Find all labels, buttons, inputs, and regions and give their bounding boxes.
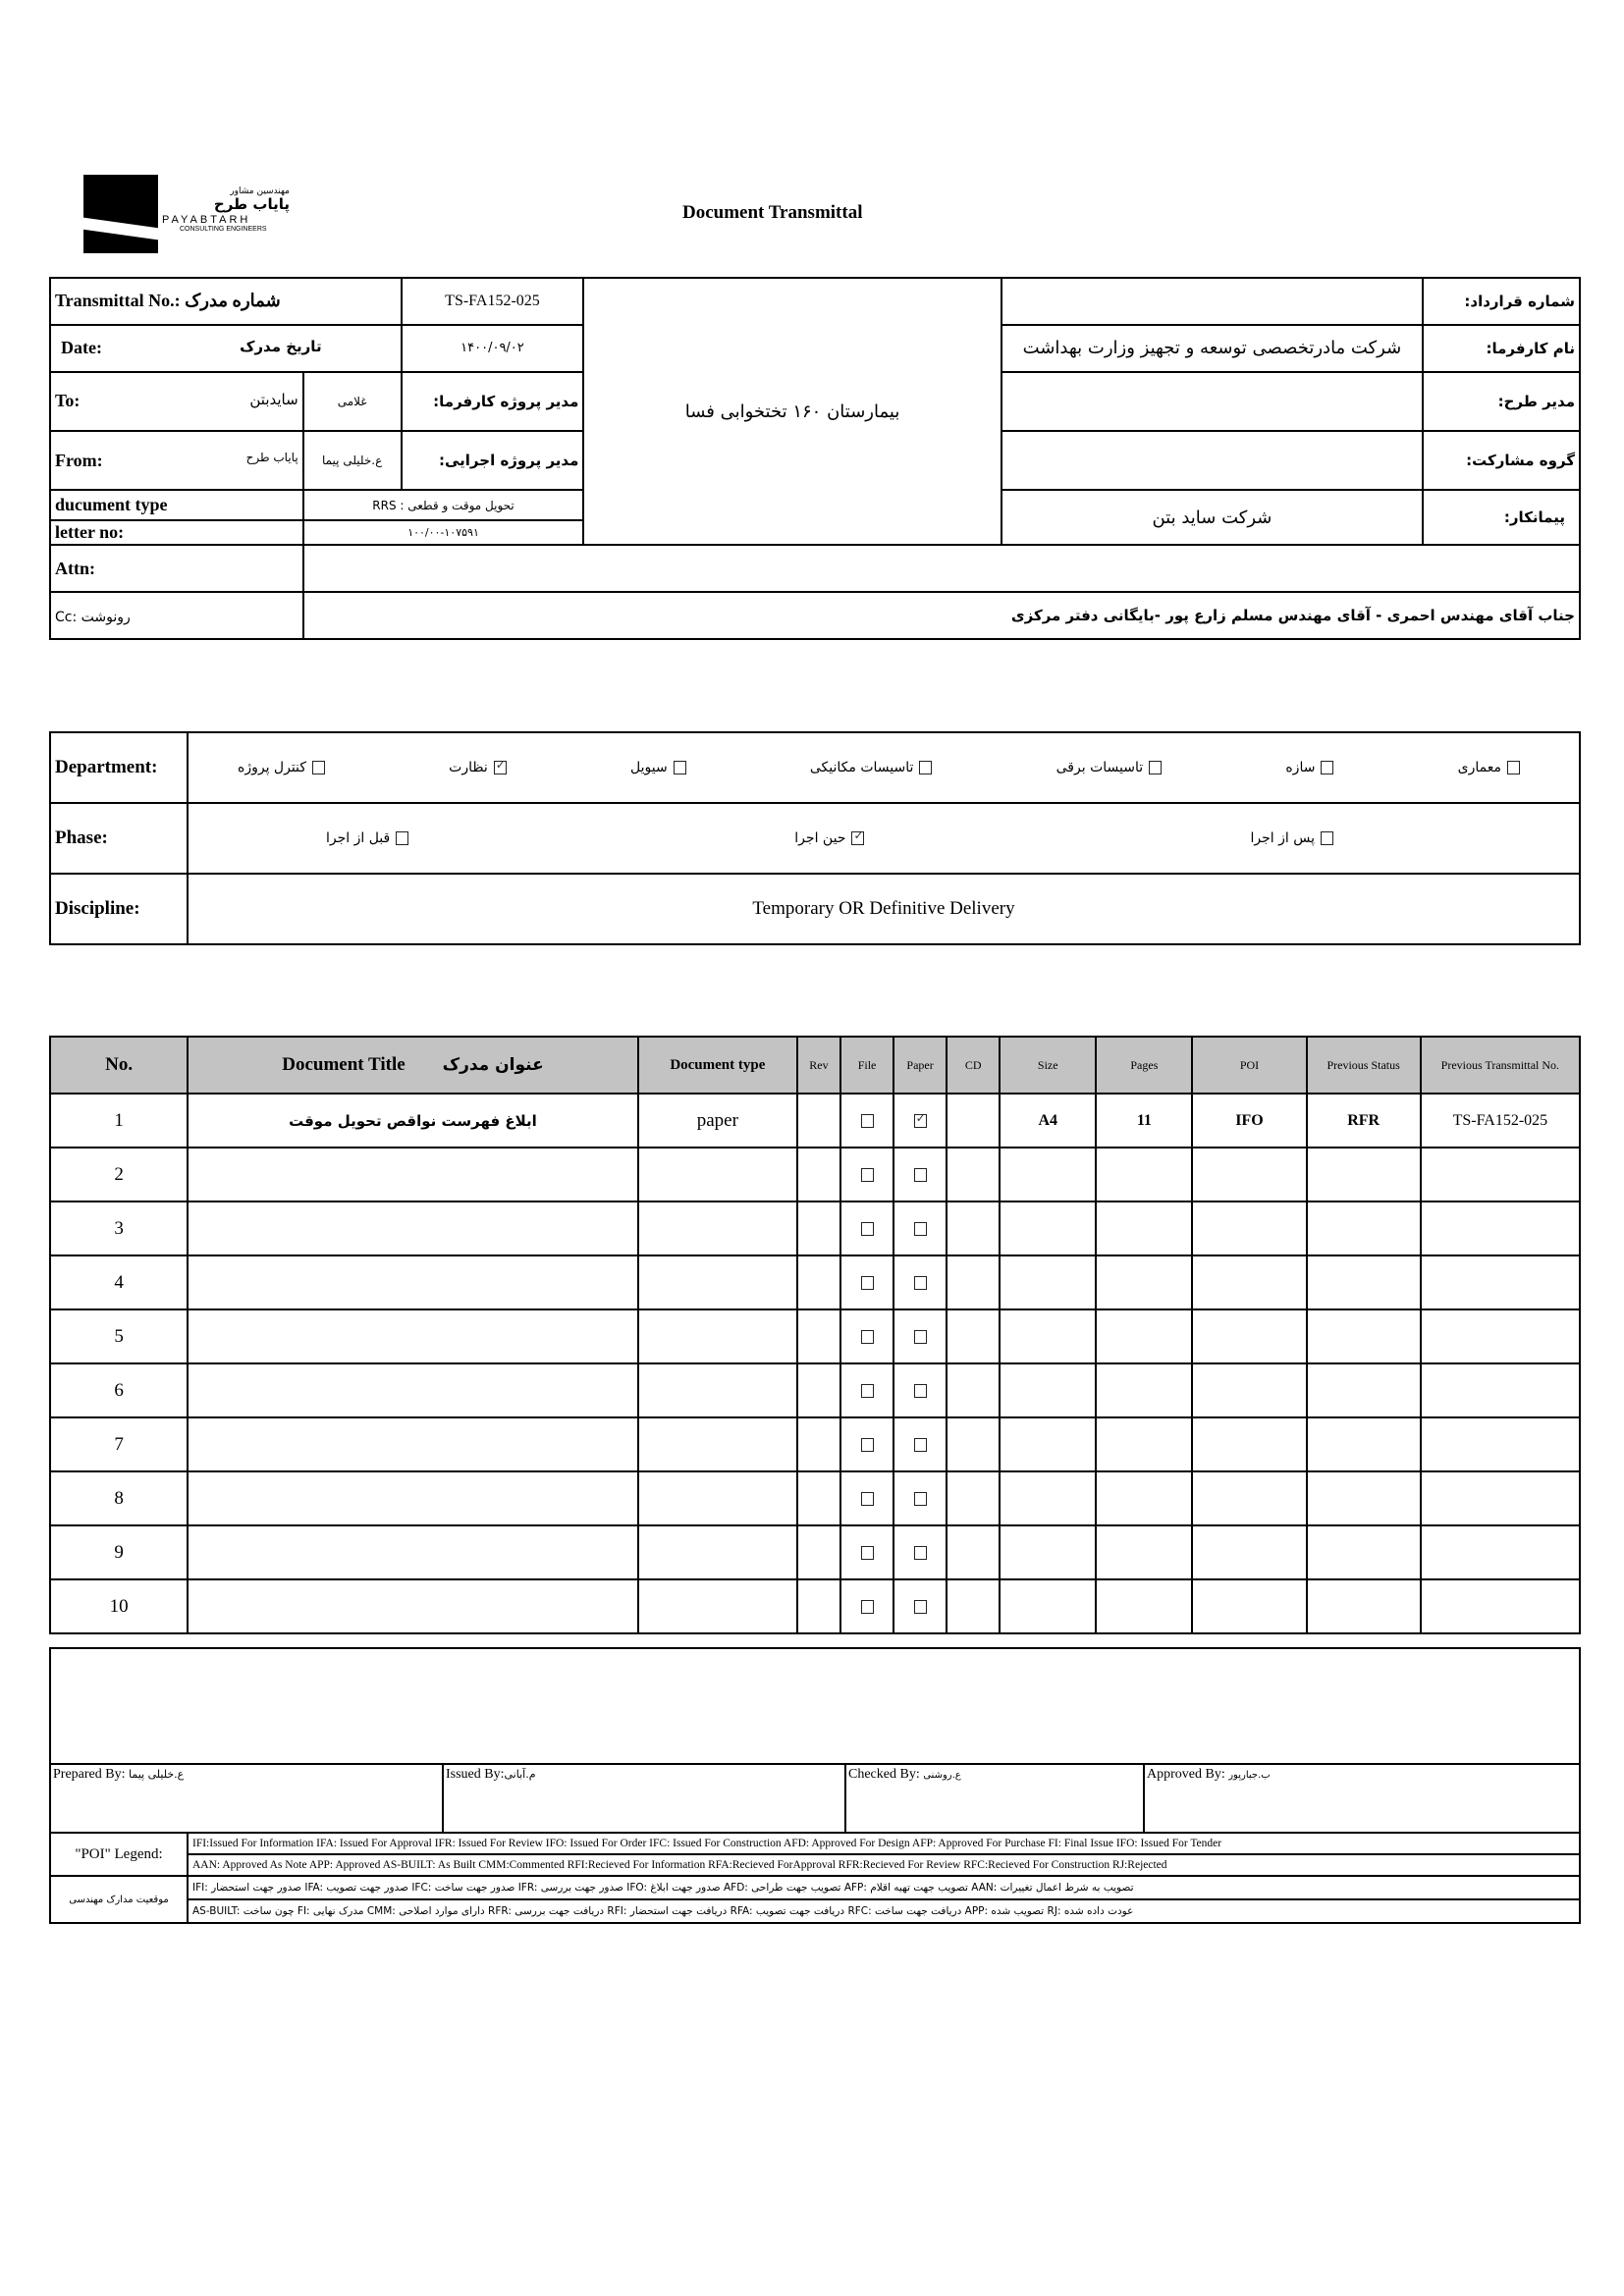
table-row: [50, 1094, 1580, 1148]
row-title: ابلاغ فهرست نواقص تحویل موقت: [188, 1094, 638, 1148]
col-cd: CD: [947, 1037, 1000, 1094]
row-poi: [1192, 1363, 1306, 1417]
contract-no-label: شماره قرارداد:: [1423, 278, 1580, 325]
row-prev-transmittal: [1421, 1525, 1580, 1579]
contract-no-value: [1001, 278, 1423, 325]
row-rev: [797, 1471, 840, 1525]
department-option-electrical[interactable]: تاسیسات برقی: [1056, 760, 1162, 775]
from-person: ع.خلیلی پیما: [303, 431, 402, 490]
department-option-civil[interactable]: سیویل: [630, 760, 686, 775]
row-size: [1000, 1525, 1096, 1579]
row-file: [840, 1309, 893, 1363]
cc-value: جناب آقای مهندس احمری - آقای مهندس مسلم زارع پور -بایگانی دفتر مرکزی: [303, 592, 1580, 639]
col-type: Document type: [638, 1037, 797, 1094]
letter-label: letter no:: [50, 520, 303, 545]
col-poi: POI: [1192, 1037, 1306, 1094]
poi-legend-label: "POI" Legend:: [50, 1833, 188, 1876]
attn-value: [303, 545, 1580, 592]
row-poi: [1192, 1201, 1306, 1255]
logo-subtitle-en: CONSULTING ENGINEERS: [180, 226, 267, 233]
row-no: 4: [50, 1255, 188, 1309]
col-pages: Pages: [1096, 1037, 1192, 1094]
checkbox-icon[interactable]: [1321, 761, 1333, 774]
row-rev: [797, 1148, 840, 1201]
checkbox-icon[interactable]: [861, 1384, 874, 1398]
checkbox-icon[interactable]: [914, 1546, 927, 1560]
transmittal-label: Transmittal No.: شماره مدرک: [50, 278, 402, 325]
row-prev-status: [1307, 1579, 1421, 1633]
row-paper: [893, 1471, 947, 1525]
row-rev: [797, 1417, 840, 1471]
checkbox-icon[interactable]: [914, 1384, 927, 1398]
row-file: [840, 1255, 893, 1309]
date-value: ۱۴۰۰/۰۹/۰۲: [402, 325, 584, 372]
to-cell: [50, 372, 303, 431]
letter-value: ۱۰۰/۰۰-۱۰۷۵۹۱: [303, 520, 584, 545]
row-paper: [893, 1417, 947, 1471]
logo-mark: [83, 175, 158, 253]
row-no: 6: [50, 1363, 188, 1417]
row-paper: [893, 1309, 947, 1363]
row-paper: [893, 1525, 947, 1579]
row-prev-status: [1307, 1417, 1421, 1471]
row-size: [1000, 1255, 1096, 1309]
checkbox-icon[interactable]: [1321, 831, 1333, 845]
row-size: [1000, 1417, 1096, 1471]
row-cd: [947, 1579, 1000, 1633]
row-cd: [947, 1255, 1000, 1309]
row-type: [638, 1417, 797, 1471]
row-prev-status: [1307, 1471, 1421, 1525]
from-label: From:: [55, 450, 103, 470]
checkbox-icon[interactable]: [861, 1492, 874, 1506]
checkbox-icon[interactable]: [914, 1222, 927, 1236]
phase-options: [188, 803, 1580, 874]
checkbox-icon[interactable]: [914, 1330, 927, 1344]
col-prev-transmittal: Previous Transmittal No.: [1421, 1037, 1580, 1094]
row-no: 10: [50, 1579, 188, 1633]
row-file: [840, 1363, 893, 1417]
checkbox-checked-icon[interactable]: [851, 831, 864, 845]
row-rev: [797, 1579, 840, 1633]
table-row: [50, 1579, 1580, 1633]
checkbox-icon[interactable]: [1507, 761, 1520, 774]
checkbox-icon[interactable]: [919, 761, 932, 774]
row-pages: [1096, 1255, 1192, 1309]
row-size: [1000, 1579, 1096, 1633]
classification-table: [49, 731, 1581, 945]
row-no: 8: [50, 1471, 188, 1525]
row-pages: [1096, 1309, 1192, 1363]
page-title: Document Transmittal: [682, 202, 863, 223]
col-no: No.: [50, 1037, 188, 1094]
checkbox-checked-icon[interactable]: [914, 1114, 927, 1128]
row-prev-status: [1307, 1525, 1421, 1579]
row-rev: [797, 1363, 840, 1417]
checkbox-icon[interactable]: [914, 1492, 927, 1506]
row-title: [188, 1525, 638, 1579]
row-pages: 11: [1096, 1094, 1192, 1148]
row-paper: [893, 1094, 947, 1148]
row-paper: [893, 1201, 947, 1255]
row-paper: [893, 1255, 947, 1309]
row-pages: [1096, 1363, 1192, 1417]
row-prev-transmittal: [1421, 1309, 1580, 1363]
row-size: [1000, 1363, 1096, 1417]
row-file: [840, 1525, 893, 1579]
notes-area[interactable]: [50, 1648, 1580, 1764]
row-cd: [947, 1148, 1000, 1201]
doctype-value: تحویل موقت و قطعی : RRS: [303, 490, 584, 520]
row-title: [188, 1255, 638, 1309]
attn-label: Attn:: [50, 545, 303, 592]
row-rev: [797, 1201, 840, 1255]
row-type: [638, 1363, 797, 1417]
row-paper: [893, 1148, 947, 1201]
row-prev-transmittal: [1421, 1255, 1580, 1309]
row-poi: [1192, 1471, 1306, 1525]
checkbox-icon[interactable]: [396, 831, 408, 845]
row-poi: IFO: [1192, 1094, 1306, 1148]
phase-label: Phase:: [50, 803, 188, 874]
from-cell: [50, 431, 303, 490]
poi-legend-line1: IFI:Issued For Information IFA: Issued For Approval IFR: Issued For Review IFO: Issued For Order IFC: Issued For Construction AFD: Approved For Design AFP: Approved For Purchase FI: Final Issue IFO: Issued For Tender: [188, 1833, 1580, 1854]
row-no: 9: [50, 1525, 188, 1579]
to-role: مدیر پروژه کارفرما:: [402, 372, 584, 431]
table-row: [50, 1309, 1580, 1363]
table-row: [50, 1148, 1580, 1201]
issued-by: Issued By:م.آبانی: [443, 1764, 845, 1833]
transmittal-value: TS-FA152-025: [402, 278, 584, 325]
plan-manager-label: مدیر طرح:: [1423, 372, 1580, 431]
row-poi: [1192, 1255, 1306, 1309]
row-type: [638, 1471, 797, 1525]
row-no: 7: [50, 1417, 188, 1471]
col-size: Size: [1000, 1037, 1096, 1094]
checkbox-icon[interactable]: [312, 761, 325, 774]
row-prev-status: [1307, 1201, 1421, 1255]
project-name: بیمارستان ۱۶۰ تختخوابی فسا: [583, 278, 1001, 545]
row-rev: [797, 1525, 840, 1579]
checkbox-icon[interactable]: [861, 1114, 874, 1128]
discipline-label: Discipline:: [50, 874, 188, 944]
col-rev: Rev: [797, 1037, 840, 1094]
poi-legend-line2: AAN: Approved As Note APP: Approved AS-BUILT: As Built CMM:Commented RFI:Recieved For Information RFA:Recieved ForApproval RFR:Recieved For Review RFC:Recieved For Construction RJ:Rejected: [188, 1854, 1580, 1876]
status-legend-line1: IFI: صدور جهت استحضار IFA: صدور جهت تصویب IFC: صدور جهت ساخت IFR: صدور جهت بررسی IFO: صدور جهت ابلاغ AFD: تصویب جهت طراحی AFP: تصویب جهت تهیه اقلام AAN: تصویب به شرط اعمال تغییرات: [188, 1876, 1580, 1899]
row-no: 5: [50, 1309, 188, 1363]
row-size: A4: [1000, 1094, 1096, 1148]
checkbox-icon[interactable]: [1149, 761, 1162, 774]
status-legend-label: موقعیت مدارک مهندسی: [50, 1876, 188, 1923]
row-cd: [947, 1471, 1000, 1525]
checkbox-icon[interactable]: [861, 1438, 874, 1452]
table-row: [50, 1525, 1580, 1579]
row-cd: [947, 1309, 1000, 1363]
row-file: [840, 1417, 893, 1471]
department-options: [188, 732, 1580, 803]
contractor-label: پیمانکار:: [1423, 490, 1580, 545]
department-option-supervision[interactable]: ✓ نظارت: [449, 760, 507, 775]
table-row: [50, 1363, 1580, 1417]
logo-name-fa: پایاب طرح: [213, 195, 290, 213]
checkbox-checked-icon[interactable]: [494, 761, 507, 774]
table-row: [50, 1201, 1580, 1255]
col-file: File: [840, 1037, 893, 1094]
row-poi: [1192, 1148, 1306, 1201]
row-no: 2: [50, 1148, 188, 1201]
col-paper: Paper: [893, 1037, 947, 1094]
department-option-architecture[interactable]: معماری: [1458, 760, 1520, 775]
row-pages: [1096, 1525, 1192, 1579]
row-file: [840, 1579, 893, 1633]
row-pages: [1096, 1471, 1192, 1525]
employer-value: شرکت مادرتخصصی توسعه و تجهیز وزارت بهداشت: [1001, 325, 1423, 372]
employer-label: نام کارفرما:: [1423, 325, 1580, 372]
row-cd: [947, 1417, 1000, 1471]
to-person: غلامی: [303, 372, 402, 431]
department-option-structure[interactable]: سازه: [1285, 760, 1333, 775]
row-size: [1000, 1309, 1096, 1363]
from-value: پایاب طرح: [245, 450, 298, 464]
partnership-value: [1001, 431, 1423, 490]
to-value: سایدبتن: [249, 391, 298, 409]
row-poi: [1192, 1309, 1306, 1363]
row-paper: [893, 1579, 947, 1633]
logo-text: [162, 187, 299, 233]
row-prev-transmittal: [1421, 1579, 1580, 1633]
row-type: [638, 1579, 797, 1633]
row-title: [188, 1148, 638, 1201]
department-label: Department:: [50, 732, 188, 803]
row-prev-transmittal: [1421, 1363, 1580, 1417]
row-title: [188, 1201, 638, 1255]
row-poi: [1192, 1525, 1306, 1579]
row-poi: [1192, 1579, 1306, 1633]
row-no: 3: [50, 1201, 188, 1255]
checkbox-icon[interactable]: [914, 1168, 927, 1182]
phase-option-after[interactable]: پس از اجرا: [1251, 830, 1333, 846]
phase-option-before[interactable]: قبل از اجرا: [326, 830, 408, 846]
department-option-project-control[interactable]: کنترل پروژه: [238, 760, 325, 775]
department-option-mechanical[interactable]: تاسیسات مکانیکی: [810, 760, 933, 775]
row-title: [188, 1417, 638, 1471]
row-prev-transmittal: [1421, 1471, 1580, 1525]
logo-stroke: [83, 216, 158, 242]
row-cd: [947, 1094, 1000, 1148]
col-prev-status: Previous Status: [1307, 1037, 1421, 1094]
checkbox-icon[interactable]: [861, 1222, 874, 1236]
date-label: Date:: [61, 338, 102, 358]
row-cd: [947, 1363, 1000, 1417]
row-title: [188, 1363, 638, 1417]
row-prev-transmittal: [1421, 1201, 1580, 1255]
logo-name-en: PAYABTARH: [162, 214, 251, 226]
row-prev-status: [1307, 1309, 1421, 1363]
row-prev-transmittal: [1421, 1417, 1580, 1471]
row-pages: [1096, 1417, 1192, 1471]
checkbox-icon[interactable]: [914, 1276, 927, 1290]
row-rev: [797, 1094, 840, 1148]
approved-by: Approved By: ب.جبارپور: [1144, 1764, 1580, 1833]
row-file: [840, 1471, 893, 1525]
row-title: [188, 1471, 638, 1525]
header-table: [49, 277, 1581, 640]
row-type: [638, 1255, 797, 1309]
checkbox-icon[interactable]: [861, 1168, 874, 1182]
row-size: [1000, 1148, 1096, 1201]
from-role: مدیر پروژه اجرایی:: [402, 431, 584, 490]
table-row: [50, 1471, 1580, 1525]
date-label-fa: تاریخ مدرک: [240, 338, 322, 356]
plan-manager-value: [1001, 372, 1423, 431]
checkbox-icon[interactable]: [861, 1546, 874, 1560]
row-type: [638, 1525, 797, 1579]
row-title: [188, 1579, 638, 1633]
row-size: [1000, 1471, 1096, 1525]
row-file: [840, 1148, 893, 1201]
checkbox-icon[interactable]: [914, 1600, 927, 1614]
row-prev-status: [1307, 1255, 1421, 1309]
row-type: [638, 1201, 797, 1255]
table-row: [50, 1255, 1580, 1309]
date-cell: [50, 325, 402, 372]
partnership-label: گروه مشارکت:: [1423, 431, 1580, 490]
row-rev: [797, 1255, 840, 1309]
row-type: paper: [638, 1094, 797, 1148]
row-pages: [1096, 1148, 1192, 1201]
prepared-by: Prepared By: ع.خلیلی پیما: [50, 1764, 443, 1833]
row-prev-transmittal: [1421, 1148, 1580, 1201]
row-file: [840, 1094, 893, 1148]
documents-table: [49, 1036, 1581, 1634]
doctype-label: ducument type: [50, 490, 303, 520]
row-prev-status: [1307, 1148, 1421, 1201]
cc-label: Cc: رونوشت: [50, 592, 303, 639]
row-cd: [947, 1201, 1000, 1255]
row-no: 1: [50, 1094, 188, 1148]
row-prev-status: RFR: [1307, 1094, 1421, 1148]
col-title: Document Title عنوان مدرک: [188, 1037, 638, 1094]
row-poi: [1192, 1417, 1306, 1471]
row-type: [638, 1309, 797, 1363]
row-prev-transmittal: TS-FA152-025: [1421, 1094, 1580, 1148]
row-type: [638, 1148, 797, 1201]
table-row: [50, 1417, 1580, 1471]
footer-table: [49, 1647, 1581, 1924]
row-file: [840, 1201, 893, 1255]
checkbox-icon[interactable]: [914, 1438, 927, 1452]
checkbox-icon[interactable]: [861, 1600, 874, 1614]
row-size: [1000, 1201, 1096, 1255]
row-prev-status: [1307, 1363, 1421, 1417]
row-cd: [947, 1525, 1000, 1579]
row-paper: [893, 1363, 947, 1417]
checkbox-icon[interactable]: [861, 1276, 874, 1290]
row-rev: [797, 1309, 840, 1363]
checked-by: Checked By: ع.روشنی: [845, 1764, 1144, 1833]
checkbox-icon[interactable]: [861, 1330, 874, 1344]
to-label: To:: [55, 391, 81, 411]
row-pages: [1096, 1579, 1192, 1633]
contractor-value: شرکت ساید بتن: [1001, 490, 1423, 545]
phase-option-during[interactable]: ✓ حین اجرا: [794, 830, 864, 846]
row-pages: [1096, 1201, 1192, 1255]
row-title: [188, 1309, 638, 1363]
checkbox-icon[interactable]: [674, 761, 686, 774]
status-legend-line2: AS-BUILT: چون ساخت FI: مدرک نهایی CMM: دارای موارد اصلاحی RFR: دریافت جهت بررسی RFI: دریافت جهت استحضار RFA: دریافت جهت تصویب RFC: دریافت جهت ساخت APP: تصویب شده RJ: عودت داده شده: [188, 1899, 1580, 1923]
discipline-value: Temporary OR Definitive Delivery: [188, 874, 1580, 944]
logo-subtitle-fa: مهندسین مشاور: [230, 187, 290, 196]
